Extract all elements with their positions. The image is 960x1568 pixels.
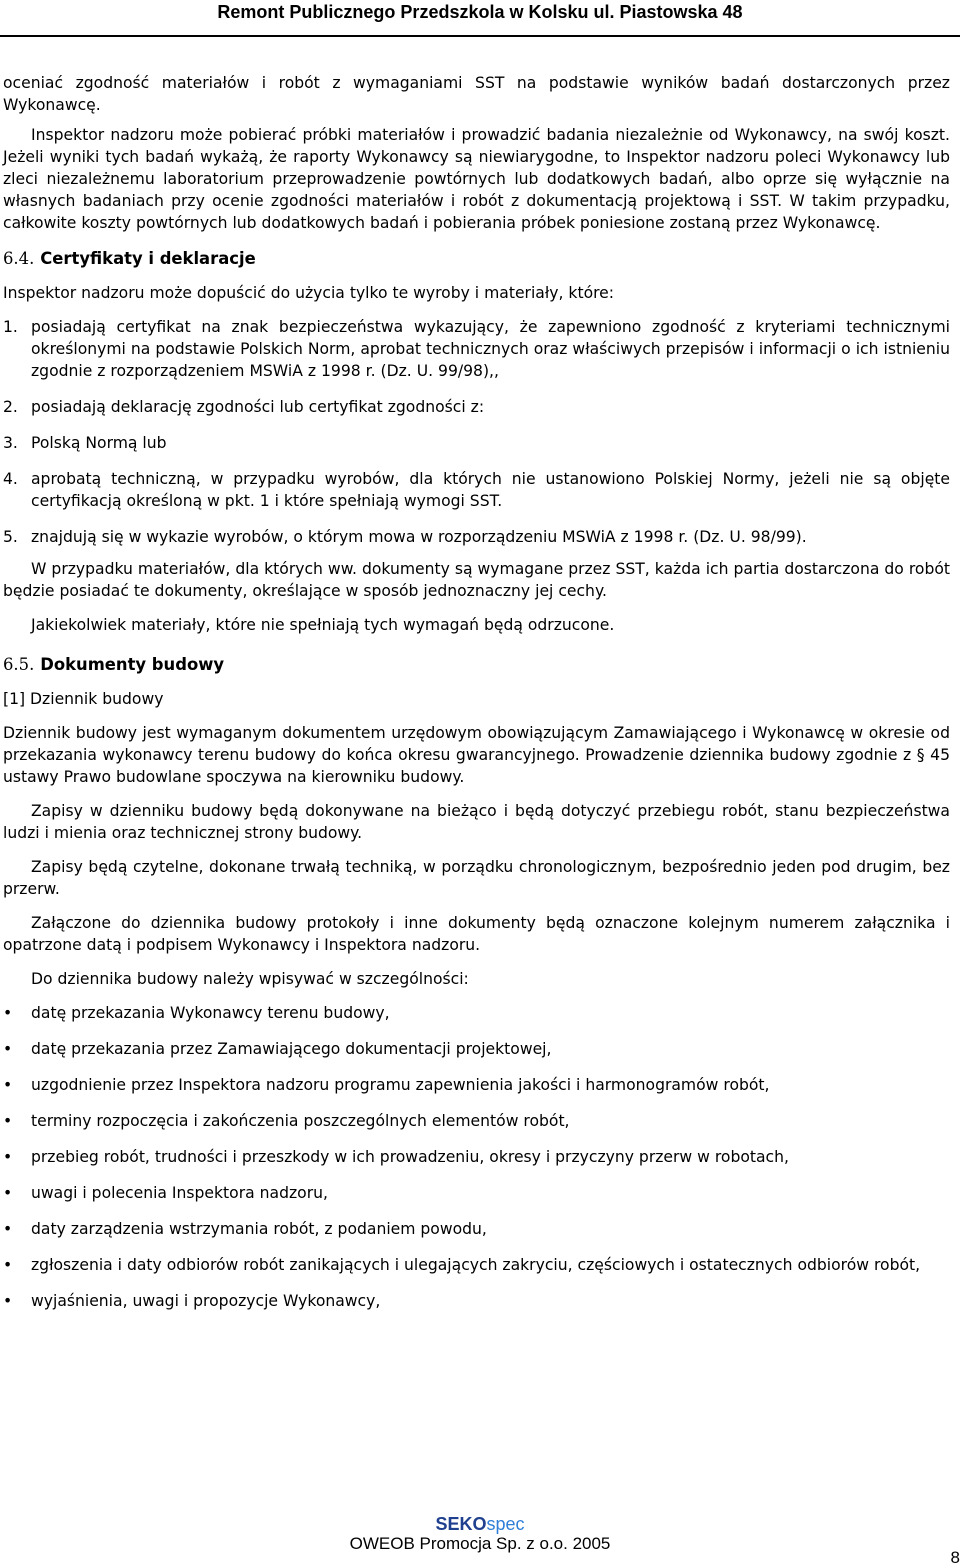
section-6-5-p5: Do dziennika budowy należy wpisywać w szczególności: [31,970,469,988]
list-item: • zgłoszenia i daty odbiorów robót zanikających i ulegających zakryciu, częściowych i ostatecznych odbiorów robót, [3,1256,921,1274]
section-6-4-after-1: W przypadku materiałów, dla których ww. dokumenty są wymagane przez SST, każda ich partia dostarczona do robót będzie posiadać te dokumenty, określające w sposób jednoznaczny jej cechy. [3,560,950,600]
section-number: 6.5. [3,655,35,674]
section-title: Certyfikaty i deklaracje [40,249,256,268]
section-6-4-intro: Inspektor nadzoru może dopuścić do użycia tylko te wyroby i materiały, które: [3,284,615,302]
bullet-icon: • [3,1184,13,1202]
list-item: • wyjaśnienia, uwagi i propozycje Wykonawcy, [3,1292,381,1310]
section-6-5-heading [3,654,950,676]
list-item: 2. posiadają deklarację zgodności lub certyfikat zgodności z: [3,398,485,416]
list-item: 1. posiadają certyfikat na znak bezpieczeństwa wykazujący, że zapewniono zgodność z kryteriami technicznymi określonymi na podstawie Polskich Norm, aprobat technicznych oraz właściwych przepisów i informacji o ich istnieniu zgodnie z rozporządzeniem MSWiA z 1998 r. (Dz. U. 99/98),, [3,318,950,380]
list-item: • datę przekazania przez Zamawiającego dokumentacji projektowej, [3,1040,552,1058]
list-item: • datę przekazania Wykonawcy terenu budowy, [3,1004,390,1022]
bullet-icon: • [3,1220,13,1238]
bullet-icon: • [3,1004,13,1022]
paragraph-1: oceniać zgodność materiałów i robót z wymaganiami SST na podstawie wyników badań dostarczonych przez Wykonawcę. [3,74,950,114]
list-item: 5. znajdują się w wykazie wyrobów, o którym mowa w rozporządzeniu MSWiA z 1998 r. (Dz. U. 98/99). [3,528,807,546]
section-6-5-p1: Dziennik budowy jest wymaganym dokumentem urzędowym obowiązującym Zamawiającego i Wykonawcę w okresie od przekazania wykonawcy terenu budowy do końca okresu gwarancyjnego. Prowadzenie dziennika budowy zgodnie z § 45 ustawy Prawo budowlane spoczywa na kierowniku budowy. [3,724,950,786]
bullet-icon: • [3,1076,13,1094]
header-title: Remont Publicznego Przedszkola w Kolsku ul. Piastowska 48 [217,2,743,22]
footer-brand-logo: SEKOspec [435,1514,525,1534]
section-6-5-p3: Zapisy będą czytelne, dokonane trwałą techniką, w porządku chronologicznym, bezpośrednio jeden pod drugim, bez przerw. [3,858,950,898]
bullet-icon: • [3,1040,13,1058]
numbered-list [3,316,950,548]
list-item: 3. Polską Normą lub [3,434,167,452]
section-6-4-heading [3,248,950,270]
list-item: • przebieg robót, trudności i przeszkody w ich prowadzeniu, okresy i przyczyny przerw w robotach, [3,1148,789,1166]
header-divider [0,35,960,37]
section-6-5-p2: Zapisy w dzienniku budowy będą dokonywane na bieżąco i będą dotyczyć przebiegu robót, stanu bezpieczeństwa ludzi i mienia oraz technicznej strony budowy. [3,802,950,842]
list-item: • terminy rozpoczęcia i zakończenia poszczególnych elementów robót, [3,1112,570,1130]
footer-company: OWEOB Promocja Sp. z o.o. 2005 [349,1534,611,1553]
page-body [3,72,950,1326]
list-item: • uzgodnienie przez Inspektora nadzoru programu zapewnienia jakości i harmonogramów robót, [3,1076,770,1094]
paragraph-2: Inspektor nadzoru może pobierać próbki materiałów i prowadzić badania niezależnie od Wykonawcy, na swój koszt. Jeżeli wyniki tych badań wykażą, że raporty Wykonawcy są niewiarygodne, to Inspektor nadzoru poleci Wykonawcy lub zleci niezależnemu laboratorium przeprowadzenie powtórnych lub dodatkowych badań, albo oprze się wyłącznie na własnych badaniach przy ocenie zgodności materiałów i robót z dokumentacją projektową i SST. W takim przypadku, całkowite koszty powtórnych lub dodatkowych badań i pobierania próbek poniesione zostaną przez Wykonawcę. [3,126,950,232]
page-header [0,0,960,30]
section-6-4-after-2: Jakiekolwiek materiały, które nie spełniają tych wymagań będą odrzucone. [31,616,615,634]
bullet-icon: • [3,1256,13,1274]
list-item: • uwagi i polecenia Inspektora nadzoru, [3,1184,328,1202]
list-item: • daty zarządzenia wstrzymania robót, z podaniem powodu, [3,1220,487,1238]
page-number: 8 [950,1548,960,1567]
bullet-icon: • [3,1148,13,1166]
section-title: Dokumenty budowy [40,655,225,674]
section-number: 6.4. [3,249,35,268]
bullet-icon: • [3,1292,13,1310]
bullet-list [3,1002,950,1312]
list-item: 4. aprobatą techniczną, w przypadku wyrobów, dla których nie ustanowiono Polskiej Normy, jeżeli nie są objęte certyfikacją określoną w pkt. 1 i które spełniają wymogi SST. [3,470,950,510]
bullet-icon: • [3,1112,13,1130]
section-6-5-p4: Załączone do dziennika budowy protokoły i inne dokumenty będą oznaczone kolejnym numerem załącznika i opatrzone datą i podpisem Wykonawcy i Inspektora nadzoru. [3,914,950,954]
section-6-5-subtitle: [1] Dziennik budowy [3,690,164,708]
